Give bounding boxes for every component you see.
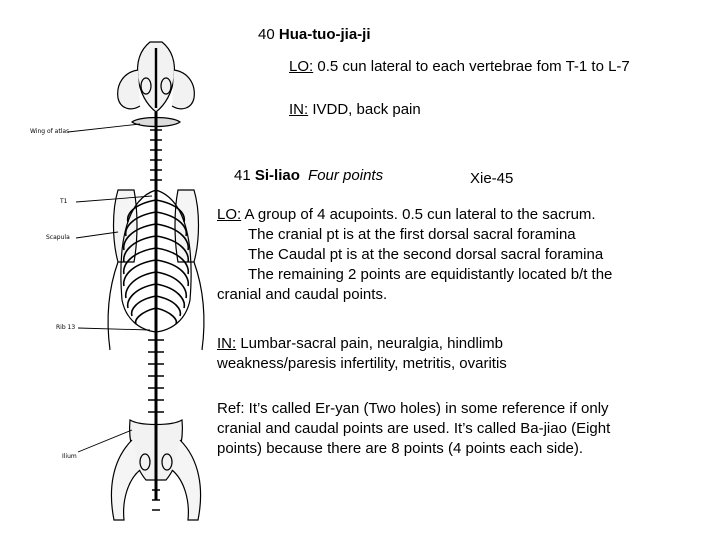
point-40-in-label: IN:: [289, 101, 309, 118]
label-ilium: Ilium: [62, 453, 77, 460]
point-41-lo-line4: The remaining 2 points are equidistantly located b/t the: [248, 266, 613, 283]
point-41-ref-block: [217, 399, 610, 459]
point-41-lo-line1-text: A group of 4 acupoints. 0.5 cun lateral to the sacrum.: [244, 206, 596, 223]
skeleton-illustration: [0, 0, 230, 540]
point-41-lo-line2: The cranial pt is at the first dorsal sacral foramina: [248, 226, 576, 243]
point-41-in-label: IN:: [217, 335, 237, 352]
point-41-ref-line3: points) because there are 8 points (4 points each side).: [217, 440, 584, 457]
point-41-subtitle: Four points: [308, 167, 384, 184]
label-scapula: Scapula: [46, 234, 70, 241]
point-40-lo-label: LO:: [289, 58, 314, 75]
scapula-right: [175, 190, 199, 262]
forelimb-right: [194, 262, 204, 350]
point-40-lo-text: 0.5 cun lateral to each vertebrae fom T-1 to L-7: [317, 58, 630, 75]
point-41-lo-line5: cranial and caudal points.: [217, 286, 388, 303]
label-t1: T1: [60, 198, 68, 205]
point-41-ref-line1: Ref: It’s called Er-yan (Two holes) in some reference if only: [217, 400, 609, 417]
point-41-lo-line1: [217, 205, 612, 225]
point-40-title: [258, 25, 371, 44]
point-41-in-line1-text: Lumbar-sacral pain, neuralgia, hindlimb: [240, 335, 503, 352]
point-41-code: Xie-45: [470, 170, 514, 187]
point-41-title: [234, 166, 383, 185]
point-40-number: 40: [258, 26, 275, 43]
point-41-ref-line2: cranial and caudal points are used. It’s called Ba-jiao (Eight: [217, 420, 611, 437]
point-40-name: Hua-tuo-jia-ji: [278, 26, 371, 43]
point-40-in: [289, 100, 421, 119]
point-41-number: 41: [234, 167, 251, 184]
point-41-in-block: [217, 334, 507, 374]
leader-lines: [68, 124, 152, 452]
point-41-lo-line3: The Caudal pt is at the second dorsal sacral foramina: [248, 246, 604, 263]
label-wing-of-atlas: Wing of atlas: [30, 128, 70, 135]
forelimb-left: [108, 262, 118, 350]
skull-zygomatic-right: [172, 70, 194, 109]
label-rib13: Rib 13: [56, 324, 76, 331]
point-41-in-line1: [217, 334, 507, 354]
point-41-lo-label: LO:: [217, 206, 242, 223]
point-40-in-text: IVDD, back pain: [312, 101, 421, 118]
point-40-lo: [289, 57, 630, 76]
point-41-in-line2: weakness/paresis infertility, metritis, ovaritis: [217, 355, 507, 372]
point-41-name: Si-liao: [254, 167, 300, 184]
skull-zygomatic-left: [118, 70, 140, 109]
scapula-left: [114, 190, 138, 262]
point-41-lo-block: [217, 205, 612, 305]
